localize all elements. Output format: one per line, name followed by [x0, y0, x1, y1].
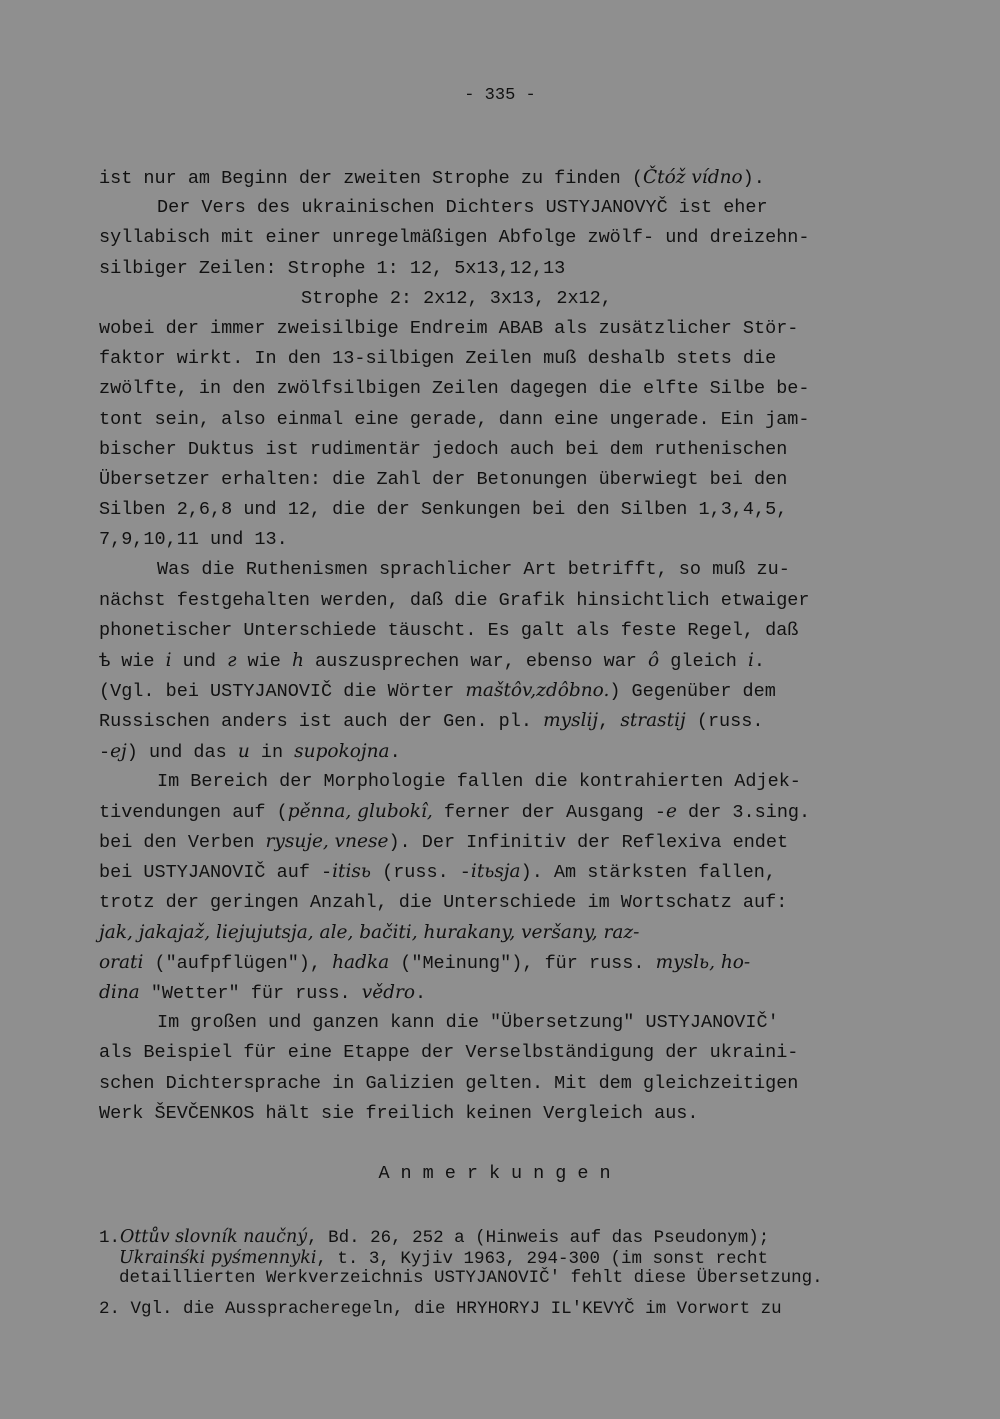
lines-line: [99, 827, 879, 857]
text-run: nächst festgehalten werden, daß die Grafik hinsichtlich etwaiger: [99, 589, 810, 611]
italic-run: itьsja: [470, 861, 521, 883]
notes-line: [99, 1227, 939, 1248]
text-run: (Vgl. bei USTYJANOVIČ die Wörter: [99, 681, 466, 703]
italic-run: i: [747, 650, 754, 671]
lines-line: [99, 888, 879, 918]
italic-run: maštôv,zdôbno.: [465, 680, 610, 702]
text-run: und: [171, 651, 228, 672]
text-run: tont sein, also einmal eine gerade, dann eine ungerade. Ein jam-: [99, 408, 810, 430]
italic-run: myslь, ho-: [655, 951, 751, 973]
lines-line: [99, 918, 879, 948]
text-run: .: [415, 983, 427, 1005]
text-run: wobei der immer zweisilbige Endreim ABAB als zusätzlicher Stör-: [99, 317, 799, 339]
footnotes: [99, 1227, 939, 1319]
lines-line: [99, 314, 879, 344]
italic-run: supokojna: [294, 740, 390, 762]
lines-line: [99, 465, 879, 495]
lines-line: [99, 857, 879, 887]
lines-line: [99, 1069, 879, 1099]
text-run: 2. Vgl. die Ausspracheregeln, die HRYHORYJ IL'KEVYČ im Vorwort zu: [99, 1298, 782, 1319]
text-run: ) und das: [126, 741, 238, 763]
lines-line: [99, 1008, 879, 1038]
text-run: -: [99, 741, 111, 763]
text-run: ѣ wie: [99, 651, 166, 672]
italic-run: h: [291, 650, 304, 671]
text-run: ("aufpflügen"),: [143, 952, 333, 974]
text-run: (russ. -: [370, 862, 471, 884]
lines-line: [99, 495, 879, 525]
text-run: als Beispiel für eine Etappe der Verselbständigung der ukraini-: [99, 1042, 799, 1064]
italic-run: orati: [99, 951, 144, 973]
lines-line: [99, 1038, 879, 1068]
lines-line: [99, 223, 879, 253]
text-run: Im Bereich der Morphologie fallen die kontrahierten Adjek-: [157, 770, 801, 792]
text-run: trotz der geringen Anzahl, die Unterschiede im Wortschatz auf:: [99, 891, 788, 913]
italic-run: pěnna, glubokî,: [287, 800, 433, 822]
text-run: syllabisch mit einer unregelmäßigen Abfolge zwölf- und dreizehn-: [99, 227, 810, 249]
text-run: bischer Duktus ist rudimentär jedoch auch bei dem ruthenischen: [99, 438, 788, 460]
lines-line: [99, 676, 879, 706]
lines-line: [99, 405, 879, 435]
lines-line: [99, 193, 879, 223]
lines-line: [99, 344, 879, 374]
text-run: wie: [236, 651, 292, 672]
text-run: detaillierten Werkverzeichnis USTYJANOVIČ' fehlt diese Übersetzung.: [119, 1268, 823, 1288]
text-run: Silben 2,6,8 und 12, die der Senkungen bei den Silben 1,3,4,5,: [99, 499, 788, 521]
text-run: Im großen und ganzen kann die "Übersetzung" USTYJANOVIČ': [157, 1012, 779, 1034]
text-run: , Bd. 26, 252 a (Hinweis auf das Pseudonym);: [307, 1228, 770, 1248]
italic-run: i: [165, 650, 172, 671]
text-run: auszusprechen war, ebenso war: [303, 651, 649, 672]
text-run: , t. 3, Kyjiv 1963, 294-300 (im sonst recht: [316, 1248, 768, 1269]
lines-line: [99, 1099, 879, 1129]
italic-run: ej: [110, 740, 127, 762]
lines-line: [99, 374, 879, 404]
body-text: [99, 163, 879, 1129]
text-run: tivendungen auf (: [99, 801, 288, 823]
lines-line: [99, 435, 879, 465]
lines-line: [99, 254, 879, 284]
text-run: 1.: [99, 1228, 121, 1248]
italic-run: myslij: [543, 710, 599, 732]
text-run: bei den Verben: [99, 832, 266, 854]
italic-run: ô: [648, 650, 660, 671]
italic-run: jak, jakajaž, liejujutsja, ale, bačiti, hurakany, veršany, raz-: [99, 921, 640, 943]
lines-line: [99, 284, 879, 314]
text-run: ). Am stärksten fallen,: [520, 862, 776, 884]
italic-run: itisь: [332, 861, 371, 883]
lines-line: [99, 646, 879, 676]
notes-heading: Anmerkungen: [378, 1163, 622, 1184]
text-run: .: [389, 741, 401, 763]
italic-run: dina: [99, 982, 140, 1004]
lines-line: [99, 555, 879, 585]
text-run: ).: [742, 168, 765, 189]
italic-run: Ukrainśki pyśmennyki: [119, 1247, 317, 1268]
text-run: "Wetter" für russ.: [139, 983, 362, 1005]
text-run: Werk ŠEVČENKOS hält sie freilich keinen Vergleich aus.: [99, 1102, 699, 1124]
text-run: ,: [598, 711, 621, 733]
italic-run: vědro: [361, 982, 415, 1004]
notes-line: [99, 1268, 939, 1289]
lines-line: [99, 525, 879, 555]
text-run: (russ.: [685, 711, 764, 733]
italic-run: hadka: [332, 951, 390, 973]
text-run: phonetischer Unterschiede täuscht. Es galt als feste Regel, daß: [99, 619, 799, 641]
text-run: ("Meinung"), für russ.: [389, 952, 656, 974]
text-run: silbiger Zeilen: Strophe 1: 12, 5x13,12,13: [99, 257, 566, 279]
italic-run: strastij: [620, 710, 686, 732]
italic-run: rysuje, vnese: [265, 831, 389, 853]
lines-line: [99, 706, 879, 736]
notes-line: [99, 1248, 939, 1269]
text-run: Russischen anders ist auch der Gen. pl.: [99, 711, 544, 733]
text-run: zwölfte, in den zwölfsilbigen Zeilen dagegen die elfte Silbe be-: [99, 378, 810, 400]
text-run: .: [753, 651, 766, 672]
text-run: schen Dichtersprache in Galizien gelten. Mit dem gleichzeitigen: [99, 1072, 799, 1094]
text-run: 7,9,10,11 und 13.: [99, 529, 288, 551]
page-number: - 335 -: [464, 86, 536, 105]
lines-line: [99, 978, 879, 1008]
text-run: ). Der Infinitiv der Reflexiva endet: [388, 832, 789, 854]
lines-line: [99, 163, 879, 193]
text-run: faktor wirkt. In den 13-silbigen Zeilen muß deshalb stets die: [99, 348, 777, 370]
italic-run: Ottův slovník naučný: [120, 1227, 308, 1247]
text-run: der 3.sing.: [676, 801, 811, 823]
notes-line: [99, 1299, 939, 1320]
italic-run: Čtóž vídno: [643, 167, 743, 188]
lines-line: [99, 737, 879, 767]
lines-line: [99, 767, 879, 797]
italic-run: e: [665, 800, 677, 822]
text-run: in: [249, 741, 295, 763]
text-run: ist nur am Beginn der zweiten Strophe zu finden (: [99, 168, 643, 189]
italic-run: u: [237, 740, 250, 762]
lines-line: [99, 586, 879, 616]
lines-line: [99, 797, 879, 827]
text-run: Übersetzer erhalten: die Zahl der Betonungen überwiegt bei den: [99, 468, 788, 490]
text-run: Strophe 2: 2x12, 3x13, 2x12,: [301, 287, 612, 309]
text-run: gleich: [659, 651, 748, 672]
text-run: bei USTYJANOVIČ auf -: [99, 862, 333, 884]
lines-line: [99, 948, 879, 978]
text-run: Der Vers des ukrainischen Dichters USTYJANOVYČ ist eher: [157, 197, 768, 219]
text-run: Was die Ruthenismen sprachlicher Art betrifft, so muß zu-: [157, 559, 790, 581]
text-run: ferner der Ausgang -: [432, 801, 666, 823]
italic-run: г: [227, 650, 237, 671]
text-run: ) Gegenüber dem: [609, 681, 776, 703]
lines-line: [99, 616, 879, 646]
